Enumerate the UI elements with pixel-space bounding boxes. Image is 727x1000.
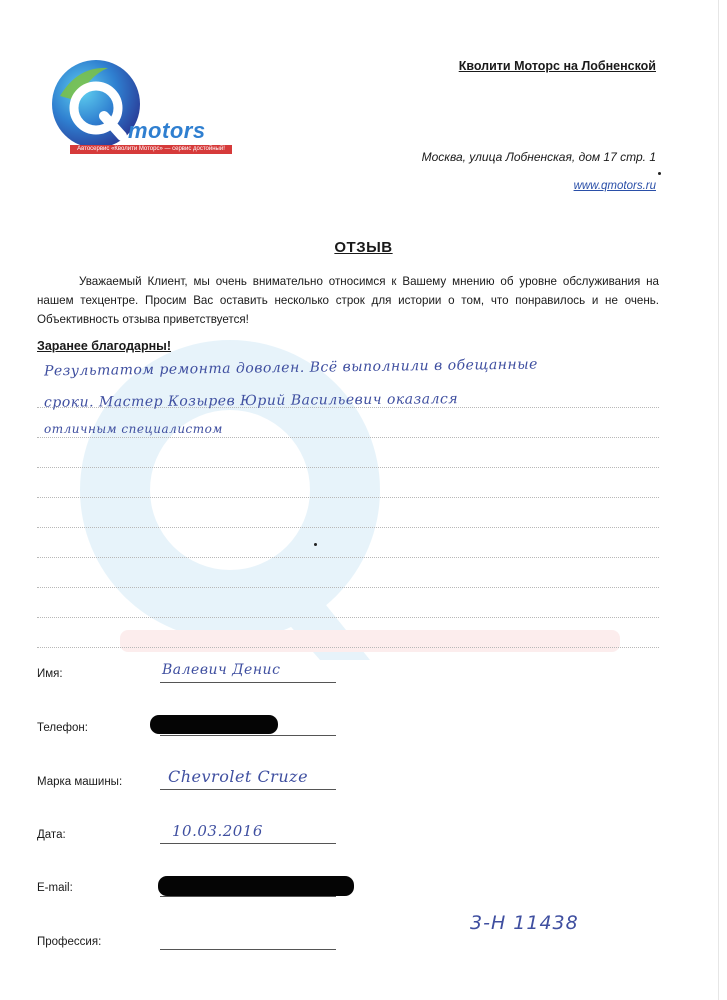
redaction-phone — [150, 715, 278, 734]
ink-dot — [658, 172, 661, 175]
field-label-profession: Профессия: — [37, 936, 102, 948]
field-value-car: Chevrolet Cruze — [168, 767, 309, 786]
logo-wordmark: motors — [128, 118, 206, 143]
review-handwriting-line-3: отличным специалистом — [44, 422, 223, 436]
thanks-heading: Заранее благодарны! — [37, 339, 172, 353]
intro-paragraph: Уважаемый Клиент, мы очень внимательно относимся к Вашему мнению об уровне обслуживания на нашем техцентре. Просим Вас оставить несколько строк для истории о том, что понравилось и не очень. Объективность отзыва приветствуется! — [37, 275, 659, 326]
review-handwriting-line-1: Результатом ремонта доволен. Всё выполнили в обещанные — [43, 356, 538, 380]
form-title: ОТЗЫВ — [334, 239, 393, 256]
company-website-link[interactable]: www.qmotors.ru — [573, 180, 656, 192]
field-label-name: Имя: — [37, 668, 63, 680]
logo-tagline: Автосервис «Кволити Моторс» — сервис достойный! — [70, 145, 232, 154]
scan-edge — [718, 0, 719, 1000]
company-name: Кволити Моторс на Лобненской — [458, 59, 656, 73]
field-value-name: Валевич Денис — [162, 662, 281, 678]
field-line-phone — [160, 735, 336, 736]
field-label-car: Марка машины: — [37, 776, 123, 788]
field-value-date: 10.03.2016 — [172, 822, 263, 840]
redaction-email — [158, 876, 354, 896]
intro-text — [37, 272, 659, 329]
ink-dot — [314, 543, 317, 546]
registration-number: 3-Н 11438 — [470, 912, 579, 934]
review-handwriting-line-2: сроки. Мастер Козырев Юрий Васильевич оказался — [43, 391, 459, 411]
field-line-name — [160, 682, 336, 683]
field-label-email: E-mail: — [37, 882, 73, 894]
company-address: Москва, улица Лобненская, дом 17 стр. 1 — [421, 150, 656, 164]
review-ruled-area — [37, 378, 659, 648]
field-line-car — [160, 789, 336, 790]
field-line-date — [160, 843, 336, 844]
field-line-email — [160, 896, 336, 897]
field-label-phone: Телефон: — [37, 722, 88, 734]
field-label-date: Дата: — [37, 829, 66, 841]
field-line-profession — [160, 949, 336, 950]
